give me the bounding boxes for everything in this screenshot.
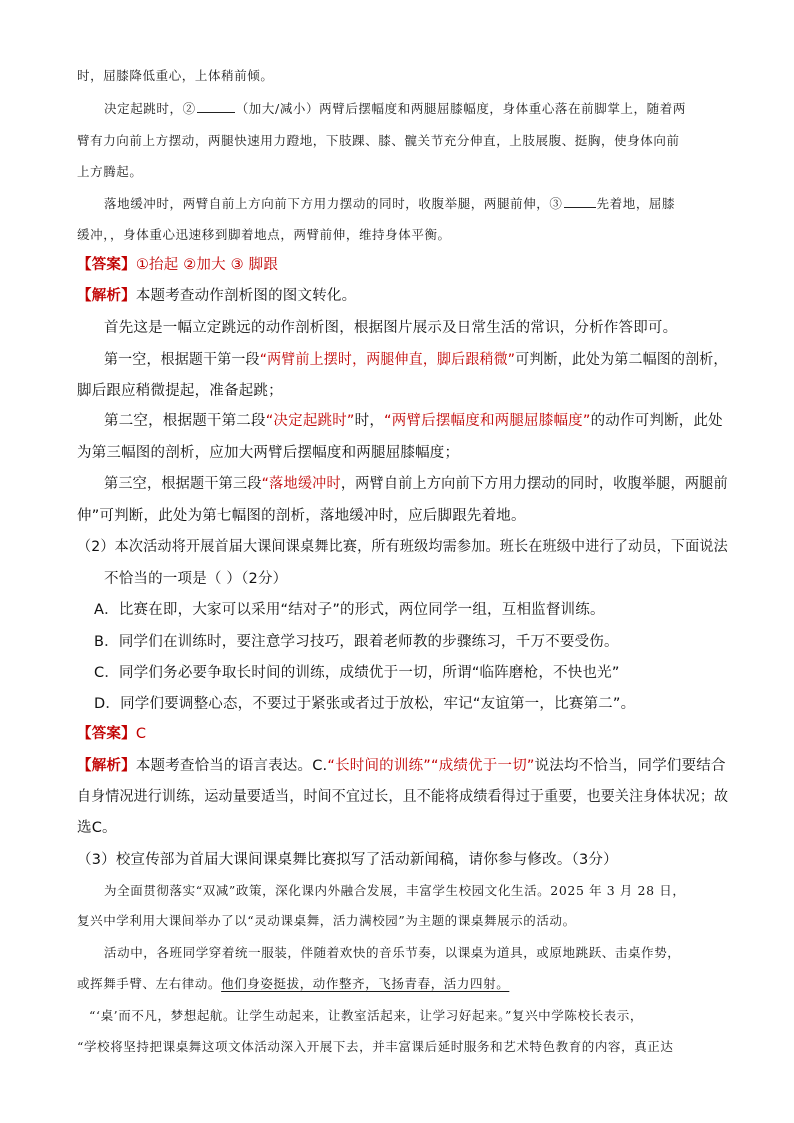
passage-line-3: 臂有力向前上方摆动，两腿快速用力蹬地，下肢踝、膝、髋关节充分伸直，上肢展腹、挺胸，使身体向前	[77, 133, 680, 148]
analysis-2-line-1	[77, 754, 726, 775]
text-segment: 第三空，根据题干第三段	[104, 476, 262, 492]
question-3-stem: （3）校宣传部为首届大课间课桌舞比赛拟写了活动新闻稿，请你参与修改。（3分）	[77, 852, 618, 868]
text-segment: 说法均不恰当，同学们要结合	[534, 758, 726, 774]
question-2-stem-1: （2）本次活动将开展首届大课间课桌舞比赛，所有班级均需参加。班长在班级中进行了动员，下面说法	[77, 539, 728, 555]
analysis-tag: 【解析】	[77, 758, 136, 774]
passage-line-4: 上方腾起。	[77, 164, 143, 179]
option-c: C．同学们务必要争取长时间的训练，成绩优于一切，所谓“临阵磨枪，不快也光”	[94, 665, 620, 681]
analysis-1-line-2: 首先这是一幅立定跳远的动作剖析图，根据图片展示及日常生活的常识，分析作答即可。	[104, 320, 678, 336]
text-segment: ，两臂自前上方向前下方用力摆动的同时，收腹举腿，两腿前	[340, 476, 728, 492]
analysis-1-line-1	[77, 284, 356, 305]
answer-tag: 【答案】	[77, 257, 136, 273]
passage-line-2	[104, 99, 686, 117]
quoted-phrase: “两臂前上摆时，两腿伸直，脚后跟稍微”	[259, 352, 516, 368]
analysis-tag: 【解析】	[77, 288, 136, 304]
news-line-4	[77, 974, 509, 992]
passage-line-2-post: （加大/减小）两臂后摆幅度和两腿屈膝幅度，身体重心落在前脚掌上，随着两	[235, 101, 686, 116]
text-segment: 的动作可判断，此处	[590, 413, 723, 429]
news-line-2: 复兴中学利用大课间举办了以“灵动课桌舞，活力满校园”为主题的课桌舞展示的活动。	[77, 913, 576, 928]
news-line-6: “学校将坚持把课桌舞这项文体活动深入开展下去，并丰富课后延时服务和艺术特色教育的内容，真正达	[77, 1039, 674, 1054]
passage-line-5-pre: 落地缓冲时，两臂自前上方向前下方用力摆动的同时，收腹举腿，两腿前伸，③	[104, 196, 563, 211]
quoted-phrase: “长时间的训练”“成绩优于一切”	[327, 758, 535, 774]
answer-1-text: ①抬起 ②加大 ③ 脚跟	[135, 257, 279, 273]
passage-line-2-pre: 决定起跳时，②	[104, 101, 196, 116]
text-segment: 时，	[354, 413, 385, 429]
news-line-3: 活动中，各班同学穿着统一服装，伴随着欢快的音乐节奏，以课桌为道具，或原地跳跃、击桌作势，	[104, 945, 681, 960]
analysis-1-line-8: 伸”可判断，此处为第七幅图的剖析，落地缓冲时，应后脚跟先着地。	[77, 508, 526, 524]
blank-3	[564, 195, 596, 208]
analysis-1-line-5	[104, 409, 723, 430]
answer-tag: 【答案】	[77, 726, 136, 742]
underlined-sentence: 他们身姿挺拔，动作整齐，飞扬青春，活力四射。	[221, 976, 510, 991]
blank-2	[197, 100, 235, 113]
news-line-1: 为全面贯彻落实“双减”政策，深化课内外融合发展，丰富学生校园文化生活。2025 年 3 月 28 日，	[104, 883, 686, 898]
quoted-phrase: “两臂后摆幅度和两腿屈膝幅度”	[384, 413, 591, 429]
answer-2-text: C	[135, 726, 147, 742]
analysis-1-line-4: 脚后跟应稍微提起，准备起跳；	[77, 383, 283, 399]
analysis-2-line-3: 选C。	[77, 820, 117, 836]
quoted-phrase: “落地缓冲时	[261, 476, 341, 492]
analysis-1-line-6: 为第三幅图的剖析，应加大两臂后摆幅度和两腿屈膝幅度；	[77, 445, 460, 461]
option-b: B．同学们在训练时，要注意学习技巧，跟着老师教的步骤练习，千万不要受伤。	[94, 634, 619, 650]
text-segment: 可判断，此处为第二幅图的剖析，	[515, 352, 728, 368]
passage-line-5-post: 先着地，屈膝	[596, 196, 676, 211]
analysis-1-line-3	[104, 348, 728, 369]
analysis-1-text: 本题考查动作剖析图的图文转化。	[135, 288, 357, 304]
answer-1	[77, 253, 278, 274]
analysis-2-line-2: 自身情况进行训练，运动量要适当，时间不宜过长，且不能将成绩看得过于重要，也要关注身体状况；故	[77, 789, 729, 805]
option-a: A．比赛在即，大家可以采用“结对子”的形式，两位同学一组，互相监督训练。	[94, 602, 605, 618]
analysis-1-line-7	[104, 472, 728, 493]
question-2-stem-2: 不恰当的一项是（ ）（2分）	[104, 571, 288, 587]
text-segment: 本题考查恰当的语言表达。C.	[135, 758, 328, 774]
quoted-phrase: “决定起跳时”	[265, 413, 355, 429]
news-line-5: “‘桌’而不凡，梦想起航。让学生动起来，让教室活起来，让学习好起来。”复兴中学陈校长表示，	[89, 1008, 643, 1023]
passage-line-1: 时，屈膝降低重心，上体稍前倾。	[77, 68, 274, 83]
option-d: D．同学们要调整心态，不要过于紧张或者过于放松，牢记“友谊第一，比赛第二”。	[94, 696, 636, 712]
passage-line-5	[104, 194, 675, 212]
text-segment: 第二空，根据题干第二段	[104, 413, 266, 429]
text-segment: 第一空，根据题干第一段	[104, 352, 260, 368]
text-segment: 或挥舞手臂、左右律动。	[77, 976, 222, 991]
passage-line-6: 缓冲，，身体重心迅速移到脚着地点，两臂前伸，维持身体平衡。	[77, 227, 451, 242]
answer-2	[77, 722, 146, 743]
